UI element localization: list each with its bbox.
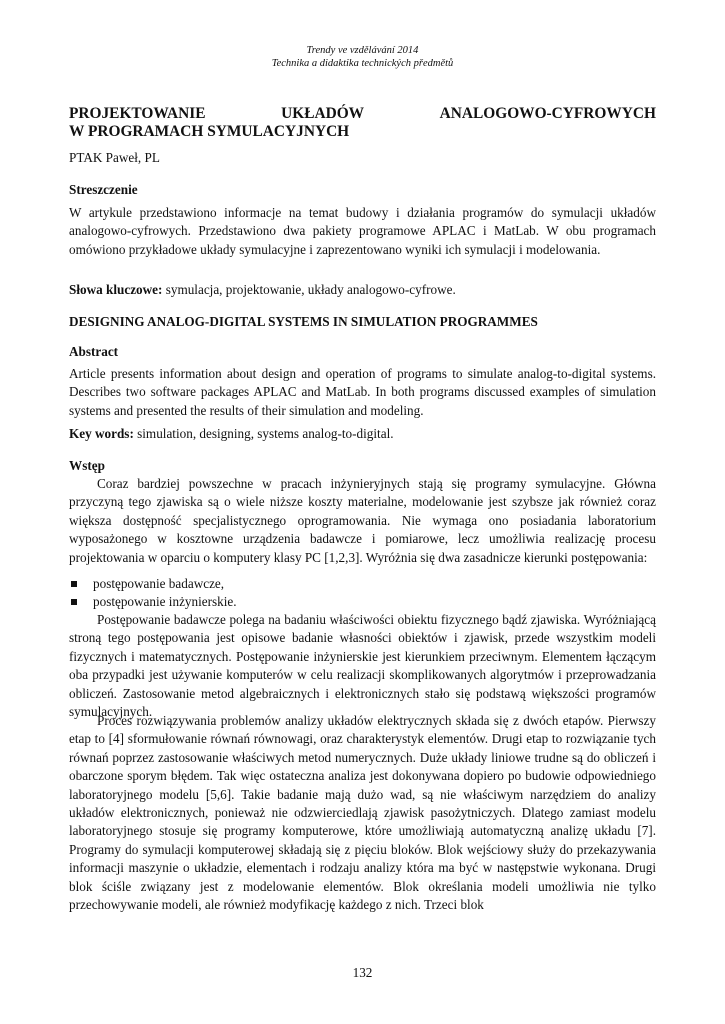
wstep-paragraph-3: Proces rozwiązywania problemów analizy układów elektrycznych składa się z dwóch etapów. Pierwszy etap to [4] sformułowanie równań równowagi, oraz charakterystyk elementów. Drugi etap to rozwiązanie tych równań poprzez zastosowanie właściwych metod numerycznych. Duże układy liniowe trudne są do obliczeń i obarczone sporym błędem. Tak więc ostateczna analiza jest dokonywana dopiero po budowie odpowiedniego laboratoryjnego modelu [5,6]. Takie badanie mają dużo wad, są nie właściwym narzędziem do analizy układów elektronicznych, ponieważ nie odzwierciedlają zjawisk pasożytniczych. Dlatego zamiast modelu laboratoryjnego stosuje się programy komputerowe, które umożliwiają automatyczną analizę układu [7]. Programy do symulacji komputerowej składają się z pięciu bloków. Blok wejściowy służy do przekazywania informacji maszynie o układzie, elementach i rodzaju analizy która ma być w następstwie wykonana. Drugi blok ściśle związany jest z modelowanie elementów. Blok określania modeli umożliwia nie tylko przechowywanie modeli, ale również modyfikację każdego z nich. Trzeci blok [69,713,656,913]
page-number: 132 [352,965,373,980]
abstract-text: Article presents information about design and operation of programs to simulate analog-to-digital systems. Describes two software packages APLAC and MatLab. In both programs discussed examples of simulation systems and presented the results of their simulation and modeling. [69,366,656,418]
slowa-kluczowe [69,281,656,299]
streszczenie-heading: Streszczenie [69,182,138,197]
wstep-paragraph-1: Coraz bardziej powszechne w pracach inżynieryjnych stają się programy symulacyjne. Główna przyczyną tego zjawiska są o wiele niższe koszty materialne, modelowanie jest szybsze jak również coraz większa dostępność specjalistycznego oprogramowania. Nie wymaga ono posiadania laboratorium wyposażonego w kosztowne urządzenia badawcze i pomiarowe, lecz umożliwia realizację procesu projektowania w oparciu o komputery klasy PC [1,2,3]. Wyróżnia się dwa zasadnicze kierunki postępowania: [69,476,656,565]
bullet-square-icon [71,599,77,605]
title-word: ANALOGOWO-CYFROWYCH [439,105,656,122]
paper-title [69,105,656,141]
list-item: postępowanie badawcze, [69,575,656,593]
list-item: postępowanie inżynierskie. [69,593,656,611]
wstep-heading: Wstęp [69,458,105,473]
slowa-kluczowe-value: symulacja, projektowanie, układy analogowo-cyfrowe. [162,282,456,297]
abstract-heading: Abstract [69,344,119,359]
title-line-2: W PROGRAMACH SYMULACYJNYCH [69,123,350,140]
journal-header [69,44,656,70]
author: PTAK Paweł, PL [69,150,160,165]
streszczenie-text: W artykule przedstawiono informacje na temat budowy i działania programów do symulacji układów analogowo-cyfrowych. Przedstawiono dwa pakiety programowe APLAC i MatLab. W obu programach omówiono przykładowe układy symulacyjne i zaprezentowano wyniki ich symulacji i modelowania. [69,205,656,257]
english-title: DESIGNING ANALOG-DIGITAL SYSTEMS IN SIMULATION PROGRAMMES [69,314,538,329]
bullet-list [69,575,656,612]
journal-subtitle: Technika a didaktika technických předmětů [271,58,454,69]
title-word: PROJEKTOWANIE [69,105,206,122]
wstep-paragraph-2: Postępowanie badawcze polega na badaniu właściwości obiektu fizycznego bądź zjawiska. Wyróżniającą stroną tego postępowania jest opisowe badanie własności obiektów i zjawisk, przede wszystkim modeli fizycznych i matematycznych. Postępowanie inżynierskie jest kierunkiem przeciwnym. Elementem łączącym oba przypadki jest używanie komputerów w celu realizacji skomplikowanych algorytmów i przeprowadzania obliczeń. Zastosowanie metod algebraicznych i elektronicznych stało się podstawą większości programów symulacyjnych. [69,612,656,720]
bullet-square-icon [71,581,77,587]
journal-title: Trendy ve vzdělávání 2014 [306,45,419,56]
slowa-kluczowe-label: Słowa kluczowe: [69,282,163,297]
key-words [69,425,656,443]
key-words-value: simulation, designing, systems analog-to-digital. [133,426,394,441]
key-words-label: Key words: [69,426,134,441]
title-word: UKŁADÓW [281,105,365,122]
